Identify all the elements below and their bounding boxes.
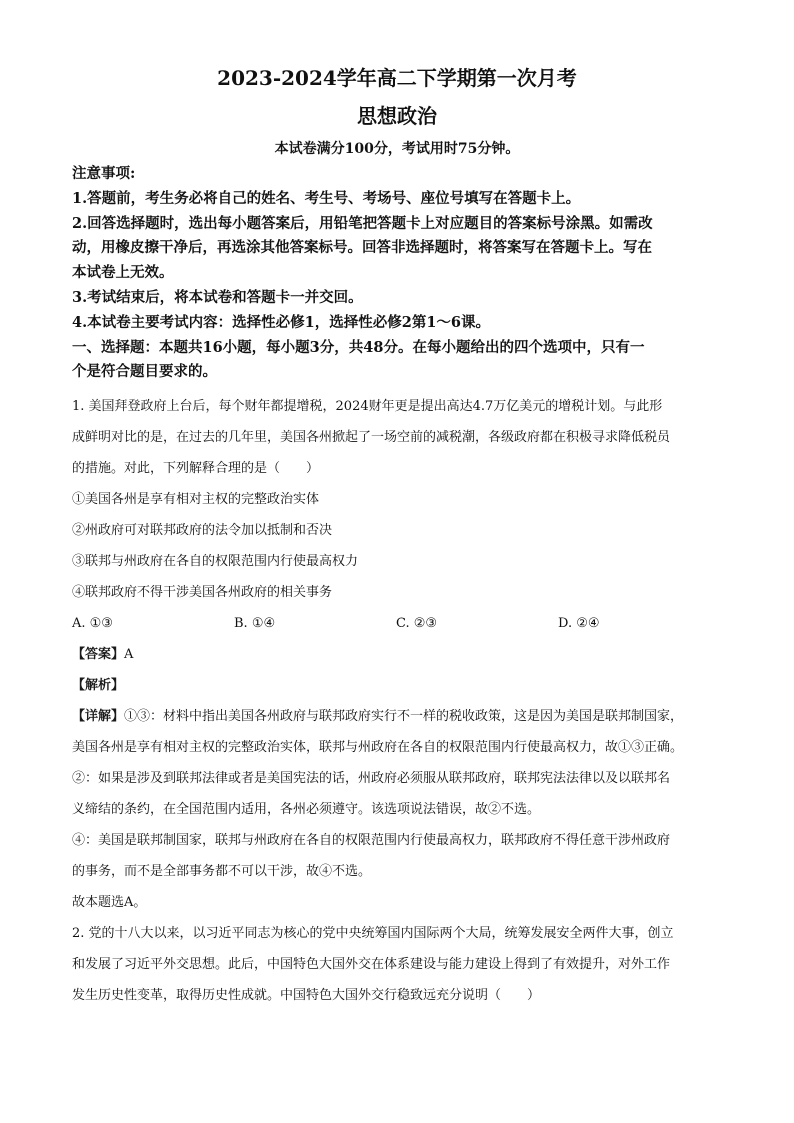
question-stem-line: 发生历史性变革，取得历史性成就。中国特色大国外交行稳致远充分说明（ ） (72, 988, 541, 1004)
notice-section (72, 162, 722, 336)
detail-line: 的事务，而不是全部事务都不可以干涉，故④不选。 (72, 864, 372, 880)
detail-line: 美国各州是享有相对主权的完整政治实体，联邦与州政府在各自的权限范围内行使最高权力，故①③正确。 (72, 740, 684, 756)
notice-item: 1.答题前，考生务必将自己的姓名、考生号、考场号、座位号填写在答题卡上。 (72, 189, 581, 207)
exam-page (72, 64, 722, 1011)
exam-title: 2023-2024学年高二下学期第一次月考 (217, 66, 577, 90)
option-a: A. ①③ (72, 616, 113, 632)
question-stem-line: 2. 党的十八大以来，以习近平同志为核心的党中央统筹国内国际两个大局，统筹发展安全两件大事，创立 (72, 926, 674, 942)
option-d: D. ②④ (558, 616, 600, 632)
notice-item: 3.考试结束后，将本试卷和答题卡一并交回。 (72, 288, 363, 306)
question-stem-line: 1. 美国拜登政府上台后，每个财年都提增税，2024财年更是提出高达4.7万亿美元的增税计划。与此形 (72, 399, 663, 415)
notice-item: 2.回答选择题时，选出每小题答案后，用铅笔把答题卡上对应题目的答案标号涂黑。如需改 (72, 214, 653, 232)
notice-item: 动，用橡皮擦干净后，再选涂其他答案标号。回答非选择题时，将答案写在答题卡上。写在 (72, 239, 652, 257)
option-c: C. ②③ (396, 616, 438, 632)
detail-text: ①③：材料中指出美国各州政府与联邦政府实行不一样的税收政策，这是因为美国是联邦制国家， (124, 709, 684, 725)
detail-line: 故本题选A。 (72, 895, 147, 911)
answer-value: A (124, 647, 134, 663)
detail-line (72, 701, 722, 732)
statement-1: ①美国各州是享有相对主权的完整政治实体 (72, 492, 320, 508)
answer-line (72, 639, 722, 670)
statement-3: ③联邦与州政府在各自的权限范围内行使最高权力 (72, 554, 359, 570)
question-1 (72, 391, 722, 918)
answer-options (72, 608, 722, 639)
notice-item: 4.本试卷主要考试内容：选择性必修1，选择性必修2第1～6课。 (72, 313, 490, 331)
notice-heading: 注意事项: (72, 165, 136, 182)
detail-tag: 【详解】 (72, 709, 125, 725)
section-line: 一、选择题：本题共16小题，每小题3分，共48分。在每小题给出的四个选项中，只有一 (72, 338, 645, 356)
question-stem-line: 成鲜明对比的是，在过去的几年里，美国各州掀起了一场空前的减税潮，各级政府都在积极寻求降低税员 (72, 430, 671, 446)
detail-line: ②：如果是涉及到联邦法律或者是美国宪法的话，州政府必须服从联邦政府，联邦宪法法律以及以联邦名 (72, 771, 671, 787)
answer-tag: 【答案】 (72, 647, 125, 663)
question-stem-line: 和发展了习近平外交思想。此后，中国特色大国外交在体系建设与能力建设上得到了有效提升，对外工作 (72, 957, 671, 973)
statement-4: ④联邦政府不得干涉美国各州政府的相关事务 (72, 585, 333, 601)
detail-line: 义缔结的条约，在全国范围内适用，各州必须遵守。该选项说法错误，故②不选。 (72, 802, 541, 818)
section-heading (72, 336, 722, 386)
exam-subject: 思想政治 (357, 104, 437, 128)
analysis-line (72, 670, 722, 701)
question-2 (72, 918, 722, 1011)
section-line: 个是符合题目要求的。 (72, 363, 217, 381)
detail-line: ④：美国是联邦制国家，联邦与州政府在各自的权限范围内行使最高权力，联邦政府不得任意干涉州政府 (72, 833, 671, 849)
statement-2: ②州政府可对联邦政府的法令加以抵制和否决 (72, 523, 333, 539)
question-stem-line: 的措施。对此，下列解释合理的是（ ） (72, 461, 320, 477)
notice-item: 本试卷上无效。 (72, 264, 174, 282)
analysis-tag: 【解析】 (72, 678, 125, 694)
option-b: B. ①④ (234, 616, 276, 632)
exam-info: 本试卷满分100分，考试用时75分钟。 (274, 141, 520, 157)
